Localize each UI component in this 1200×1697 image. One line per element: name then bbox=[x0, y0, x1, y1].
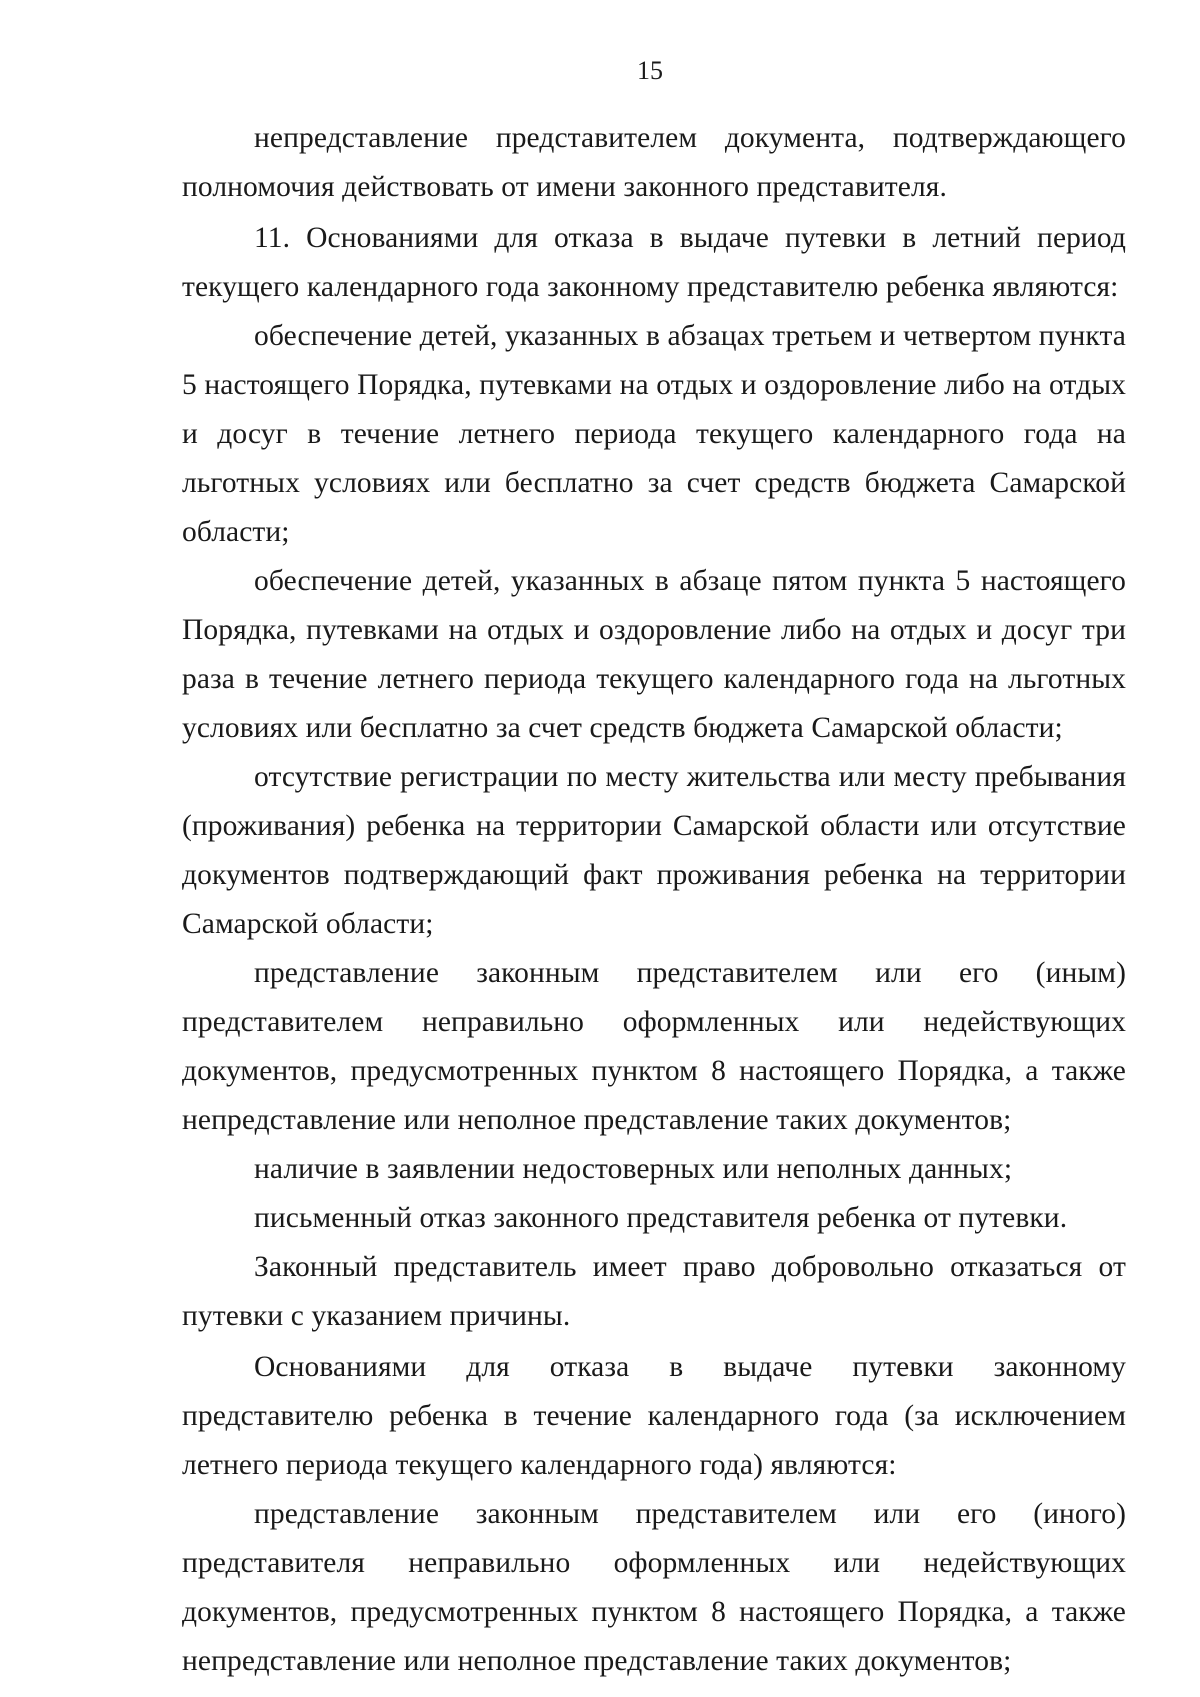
paragraph-6: представление законным представителем или его (иным) представителем неправильно оформленных или недействующих документов, предусмотренных пунктом 8 настоящего Порядка, а также непредставление или неполное представление таких документов; bbox=[182, 957, 1126, 1136]
paragraph-5: отсутствие регистрации по месту жительства или месту пребывания (проживания) ребенка на территории Самарской области или отсутствие документов подтверждающий факт проживания ребенка на территории Самарской области; bbox=[182, 761, 1126, 940]
paragraph-2: 11. Основаниями для отказа в выдаче путевки в летний период текущего календарного года законному представителю ребенка являются: bbox=[182, 222, 1126, 303]
paragraph-11: представление законным представителем или его (иного) представителя неправильно оформленных или недействующих документов, предусмотренных пунктом 8 настоящего Порядка, а также непредставление или неполное представление таких документов; bbox=[182, 1498, 1126, 1677]
paragraph-8: письменный отказ законного представителя ребенка от путевки. bbox=[254, 1202, 1068, 1234]
paragraph-3: обеспечение детей, указанных в абзацах третьем и четвертом пункта 5 настоящего Порядка, путевками на отдых и оздоровление либо на отдых и досуг в течение летнего периода текущего календарного года на льготных условиях или бесплатно за счет средств бюджета Самарской области; bbox=[182, 320, 1126, 548]
paragraph-1: непредставление представителем документа, подтверждающего полномочия действовать от имени законного представителя. bbox=[182, 122, 1126, 203]
page-number: 15 bbox=[637, 56, 663, 85]
paragraph-10: Основаниями для отказа в выдаче путевки законному представителю ребенка в течение календарного года (за исключением летнего периода текущего календарного года) являются: bbox=[182, 1351, 1126, 1481]
paragraph-9: Законный представитель имеет право добровольно отказаться от путевки с указанием причины. bbox=[182, 1251, 1126, 1332]
paragraph-4: обеспечение детей, указанных в абзаце пятом пункта 5 настоящего Порядка, путевками на отдых и оздоровление либо на отдых и досуг три раза в течение летнего периода текущего календарного года на льготных условиях или бесплатно за счет средств бюджета Самарской области; bbox=[182, 565, 1126, 744]
paragraph-7: наличие в заявлении недостоверных или неполных данных; bbox=[254, 1153, 1013, 1185]
document-body bbox=[182, 114, 1126, 1686]
